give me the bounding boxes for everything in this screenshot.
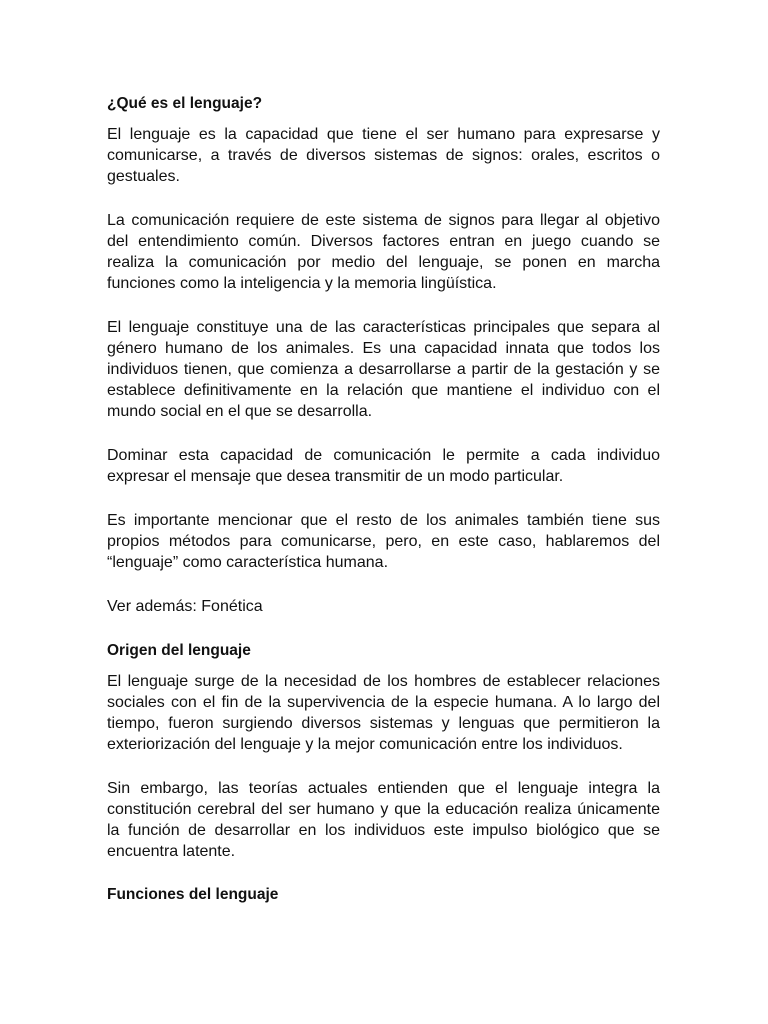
paragraph-caracteristica: El lenguaje constituye una de las características principales que separa al género humano de los animales. Es una capacidad innata que todos los individuos tienen, que comienza a desarrollarse a partir de la gestación y se establece definitivamente en la relación que mantiene el individuo con el mundo social en el que se desarrolla. — [107, 319, 660, 420]
heading-funciones-del-lenguaje: Funciones del lenguaje — [107, 886, 279, 903]
paragraph-teorias: Sin embargo, las teorías actuales entienden que el lenguaje integra la constitución cerebral del ser humano y que la educación realiza únicamente la función de desarrollar en los individuos este impulso biológico que se encuentra latente. — [107, 780, 660, 860]
heading-origen-del-lenguaje: Origen del lenguaje — [107, 642, 251, 659]
paragraph-ver-ademas: Ver además: Fonética — [107, 598, 263, 615]
paragraph-definicion: El lenguaje es la capacidad que tiene el ser humano para expresarse y comunicarse, a través de diversos sistemas de signos: orales, escritos o gestuales. — [107, 126, 660, 185]
paragraph-comunicacion: La comunicación requiere de este sistema de signos para llegar al objetivo del entendimiento común. Diversos factores entran en juego cuando se realiza la comunicación por medio del lenguaje, se ponen en marcha funciones como la inteligencia y la memoria lingüística. — [107, 212, 660, 292]
paragraph-dominar: Dominar esta capacidad de comunicación le permite a cada individuo expresar el mensaje que desea transmitir de un modo particular. — [107, 447, 660, 485]
document-page — [107, 93, 660, 905]
paragraph-animales: Es importante mencionar que el resto de los animales también tiene sus propios métodos para comunicarse, pero, en este caso, hablaremos del “lenguaje” como característica humana. — [107, 512, 660, 571]
paragraph-origen: El lenguaje surge de la necesidad de los hombres de establecer relaciones sociales con el fin de la supervivencia de la especie humana. A lo largo del tiempo, fueron surgiendo diversos sistemas y lenguas que permitieron la exteriorización del lenguaje y la mejor comunicación entre los individuos. — [107, 673, 660, 753]
heading-que-es-el-lenguaje: ¿Qué es el lenguaje? — [107, 95, 263, 112]
